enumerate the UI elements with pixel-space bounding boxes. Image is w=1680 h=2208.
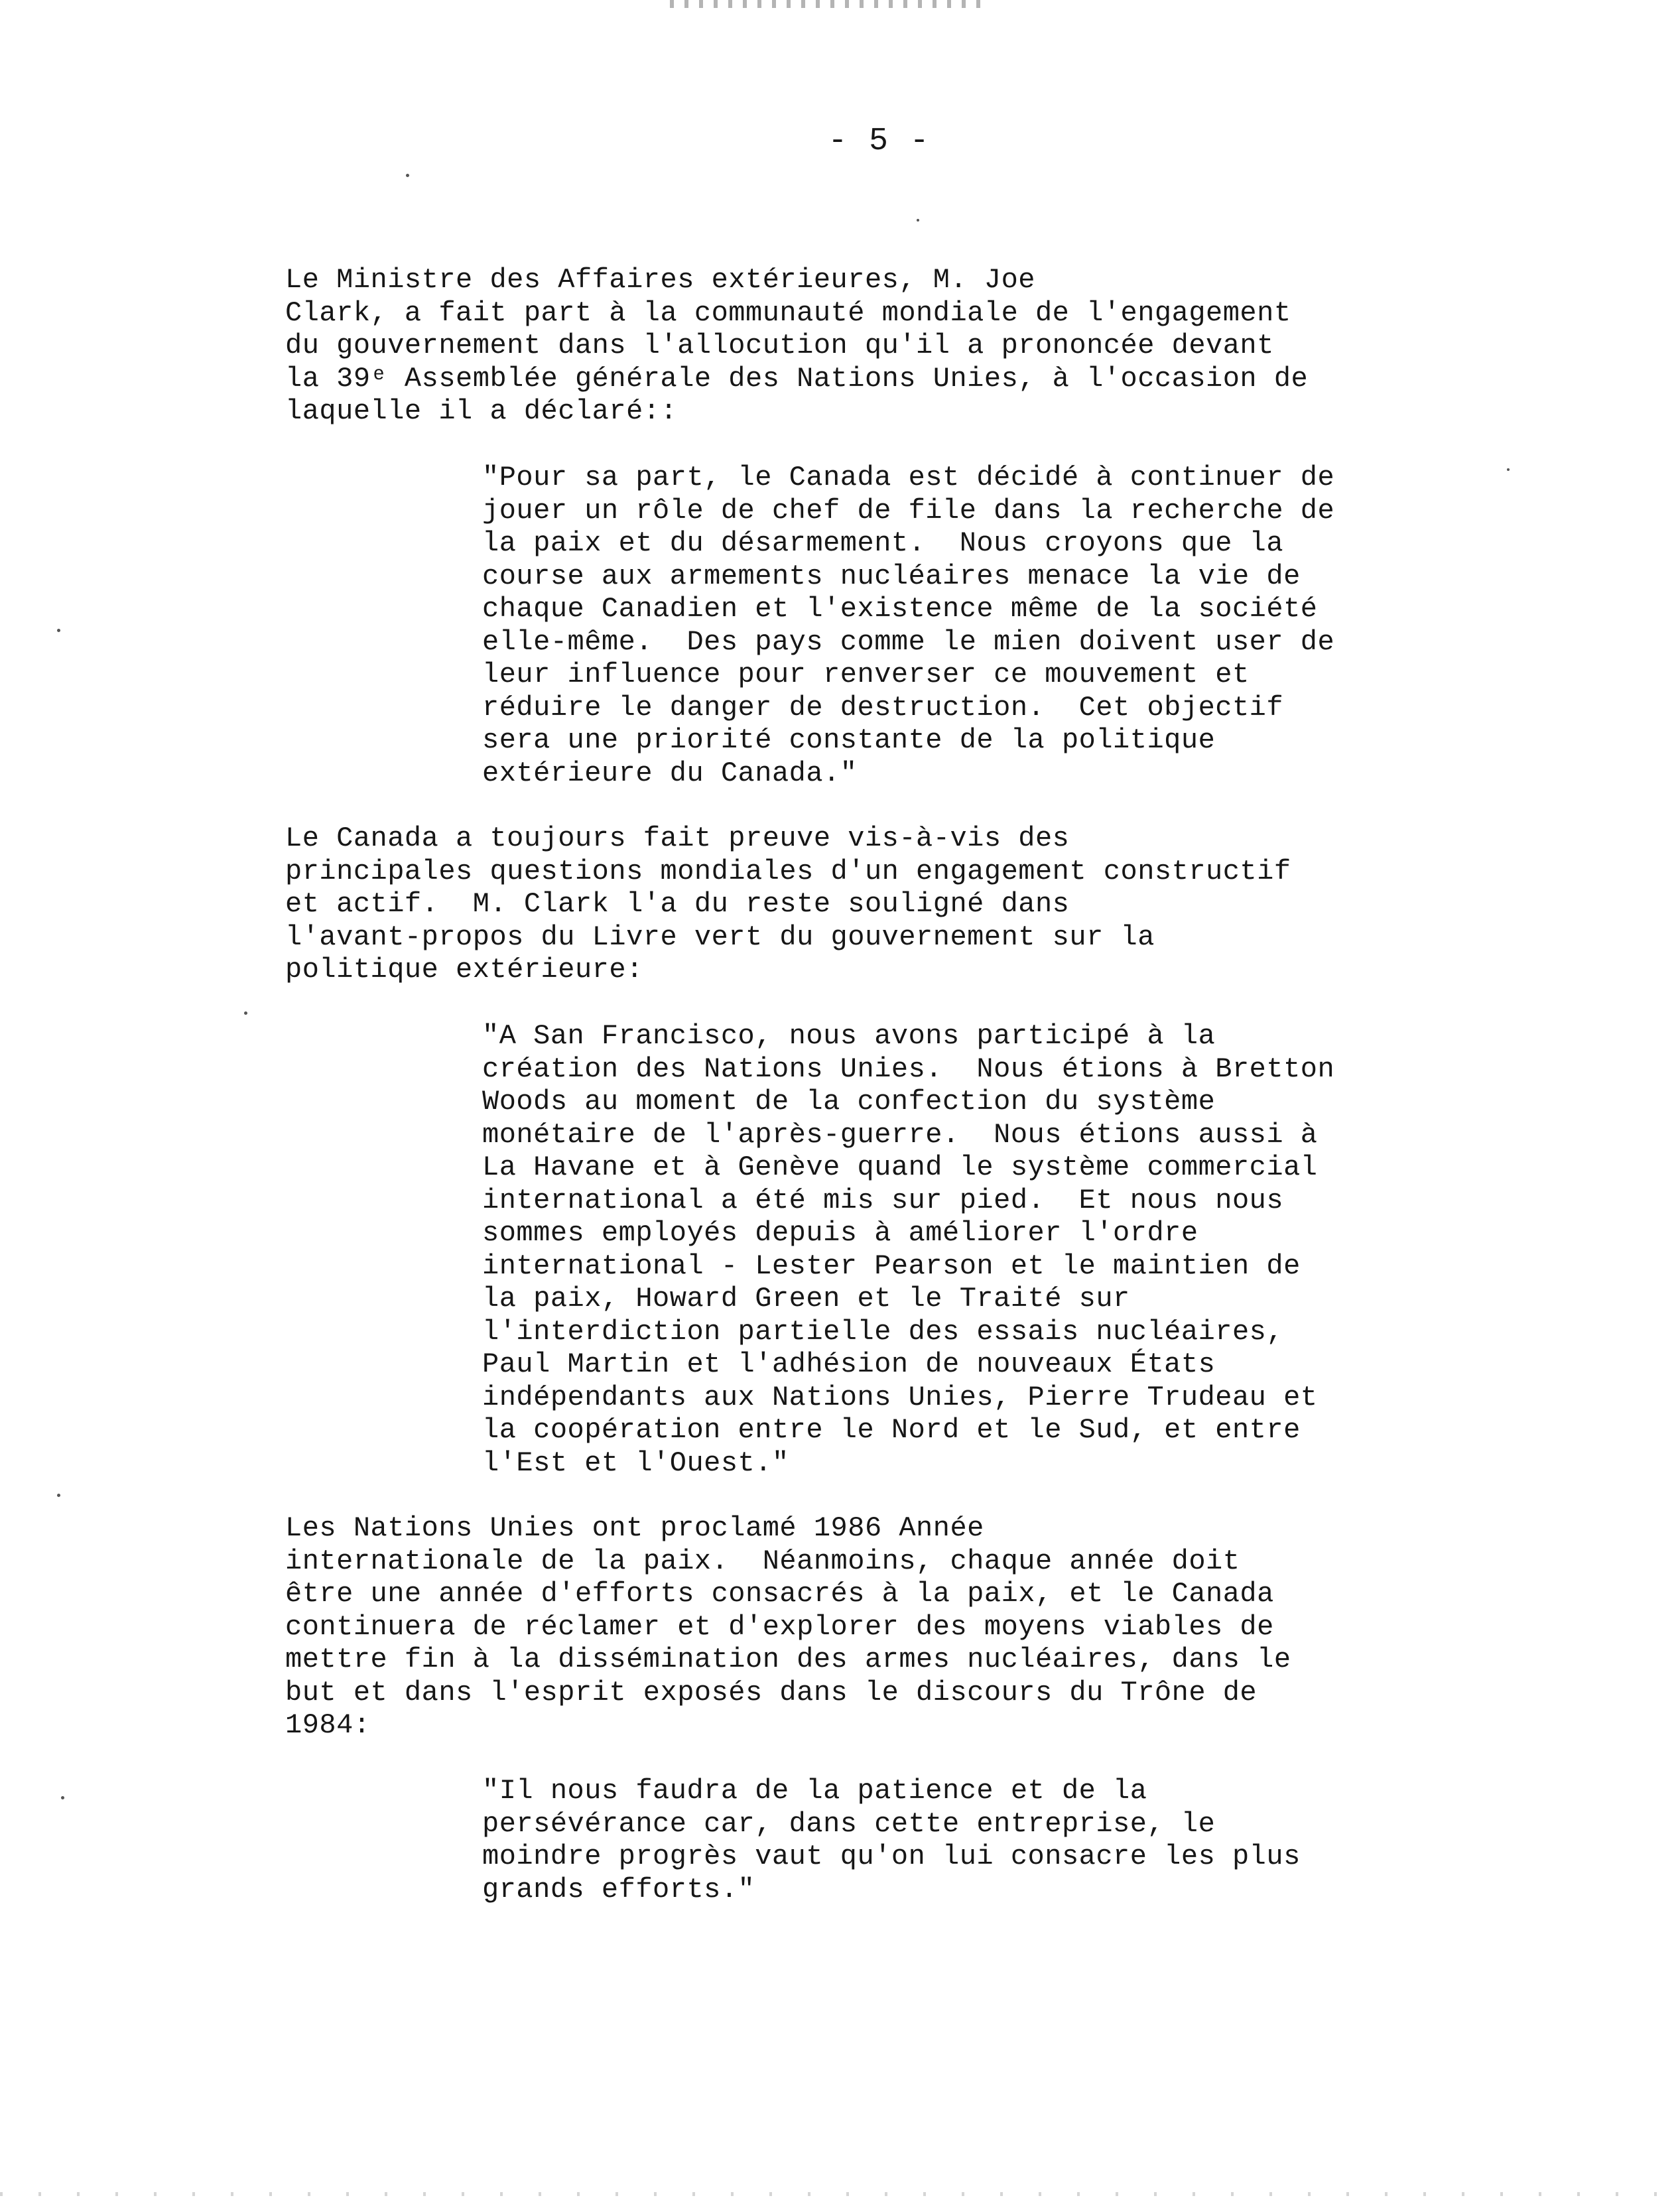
page-number: - 5 -	[828, 123, 931, 159]
quote-clark-un-speech: "Pour sa part, le Canada est décidé à continuer de jouer un rôle de chef de file dans la recherche de la paix et du désarmement. Nous croyons que la course aux armements nucléaires menace la vie de chaque Canadien et l'existence même de la société elle-même. Des pays comme le mien doivent user de leur influence pour renverser ce mouvement et réduire le danger de destruction. Cet objectif sera une priorité constante de la politique extérieure du Canada."	[482, 462, 1335, 789]
scan-speck	[1507, 468, 1510, 471]
quote-throne-speech: "Il nous faudra de la patience et de la persévérance car, dans cette entreprise, le moindre progrès vaut qu'on lui consacre les plus grands efforts."	[482, 1775, 1301, 1906]
paragraph-canada-engagement: Le Canada a toujours fait preuve vis-à-vis des principales questions mondiales d'un engagement constructif et actif. M. Clark l'a du reste souligné dans l'avant-propos du Livre vert du gouvernement sur la politique extérieure:	[285, 822, 1291, 986]
scan-speck	[57, 629, 60, 632]
paragraph-intro-clark: Le Ministre des Affaires extérieures, M. Joe Clark, a fait part à la communauté mondiale de l'engagement du gouvernement dans l'allocution qu'il a prononcée devant la 39ᵉ Assemblée générale des Nations Unies, à l'occasion de laquelle il a déclaré::	[285, 264, 1309, 427]
scan-noise-top	[670, 0, 982, 8]
paragraph-international-peace-year: Les Nations Unies ont proclamé 1986 Année internationale de la paix. Néanmoins, chaque année doit être une année d'efforts consacrés à la paix, et le Canada continuera de réclamer et d'explorer des moyens viables de mettre fin à la dissémination des armes nucléaires, dans le but et dans l'esprit exposés dans le discours du Trône de 1984:	[285, 1512, 1291, 1741]
scan-speck	[917, 219, 919, 222]
scan-speck	[244, 1011, 247, 1015]
scan-speck	[57, 1494, 60, 1497]
quote-green-paper: "A San Francisco, nous avons participé à la création des Nations Unies. Nous étions à Bretton Woods au moment de la confection du système monétaire de l'après-guerre. Nous étions aussi à La Havane et à Genève quand le système commercial international a été mis sur pied. Et nous nous sommes employés depuis à améliorer l'ordre international - Lester Pearson et le maintien de la paix, Howard Green et le Traité sur l'interdiction partielle des essais nucléaires, Paul Martin et l'adhésion de nouveaux États indépendants aux Nations Unies, Pierre Trudeau et la coopération entre le Nord et le Sud, et entre l'Est et l'Ouest."	[482, 1020, 1335, 1479]
scan-speck	[406, 174, 409, 177]
scan-noise-bottom	[0, 2192, 1680, 2196]
scan-speck	[61, 1796, 64, 1799]
